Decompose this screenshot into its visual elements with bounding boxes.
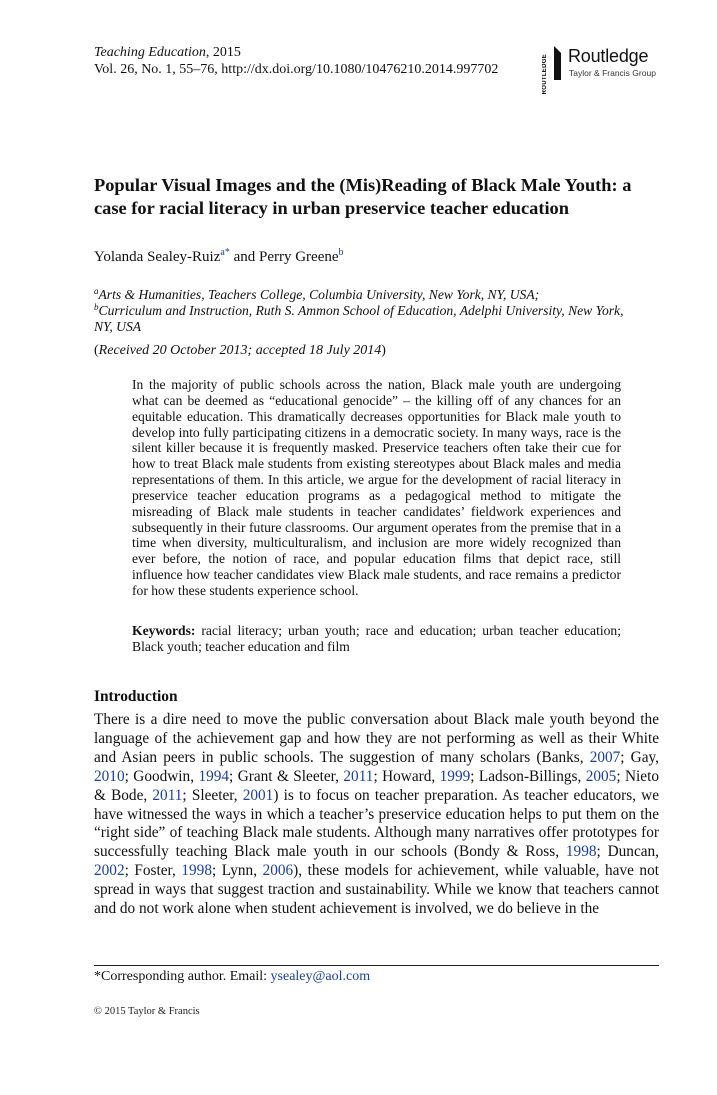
publisher-subtitle: Taylor & Francis Group xyxy=(569,68,656,78)
citation-link[interactable]: 2002 xyxy=(94,862,125,880)
received-dates: (Received 20 October 2013; accepted 18 July 2014) xyxy=(94,343,386,358)
citation-link[interactable]: 2006 xyxy=(262,862,294,880)
publisher-name: Routledge xyxy=(568,46,649,66)
citation-link[interactable]: 1999 xyxy=(439,767,471,785)
journal-citation xyxy=(94,44,498,78)
citation-link[interactable]: 2005 xyxy=(585,767,617,785)
affil-a-marker: a xyxy=(94,286,99,296)
keywords-list: racial literacy; urban youth; race and education; urban teacher education; Black youth; teacher education and film xyxy=(132,623,621,654)
author-line xyxy=(94,248,344,266)
citation-line[interactable]: Vol. 26, No. 1, 55–76, http://dx.doi.org/10.1080/10476210.2014.997702 xyxy=(94,62,499,77)
citation-link[interactable]: 1998 xyxy=(181,862,212,880)
corresponding-author-footnote: *Corresponding author. Email: ysealey@aol.com xyxy=(94,969,371,984)
citation-link[interactable]: 2011 xyxy=(152,786,183,804)
routledge-logo xyxy=(541,44,671,95)
citation-link[interactable]: 2007 xyxy=(589,748,621,766)
author-1-affil-link[interactable]: a* xyxy=(220,247,230,258)
routledge-vertical-text: ROUTLEDGE xyxy=(542,54,548,95)
citation-link[interactable]: 2001 xyxy=(242,786,274,804)
journal-year: , 2015 xyxy=(205,45,241,60)
journal-name: Teaching Education xyxy=(94,45,206,60)
author-2: and Perry Greene xyxy=(229,249,339,265)
article-title: Popular Visual Images and the (Mis)Reading of Black Male Youth: a case for racial literacy in urban preservice teacher education xyxy=(94,175,632,218)
introduction-paragraph: There is a dire need to move the public conversation about Black male youth beyond the language of the achievement gap and how they are not performing as well as their White and Asian peers in public schools. The suggestion of many scholars (Banks, 2007; Gay, 2010; Goodwin, 1994; Grant & Sleeter, 2011; Howard, 1999; Ladson-Billings, 2005; Nieto & Bode, 2011; Sleeter, 2001) is to focus on teacher preparation. As teacher educators, we have witnessed the ways in which a teacher’s preservice education helps to put them on the “right side” of teaching Black male students. Although many narratives offer prototypes for successfully teaching Black male youth in our schools (Bondy & Ross, 1998; Duncan, 2002; Foster, 1998; Lynn, 2006), these models for achievement, while valuable, have not spread in ways that suggest traction and sustainability. While we know that teachers cannot and do not work alone when student achievement is involved, we do believe in the xyxy=(94,711,660,918)
affil-a: Arts & Humanities, Teachers College, Columbia University, New York, NY, USA; xyxy=(98,287,540,302)
citation-link[interactable]: 2011 xyxy=(343,767,374,785)
abstract-text: In the majority of public schools across the nation, Black male youth are undergoing what can be deemed as “educational genocide” – the killing off of any chances for an equitable education. This dramatically decreases opportunities for Black male youth to develop into fully participating citizens in a democratic society. In many ways, race is the silent killer because it is frequently masked. Preservice teachers often take their cue for how to treat Black male students from existing stereotypes about Black males and media representations of them. In this article, we argue for the development of racial literacy in preservice teacher education programs as a pedagogical method to mitigate the misreading of Black male students in teacher candidates’ fieldwork experiences and subsequently in their future classrooms. Our argument operates from the premise that in a time when diversity, multiculturalism, and inclusion are more widely recognized than ever before, the notion of race, and popular education films that depict race, still influence how teacher candidates view Black male students, and race remains a predictor for how these students experience school. xyxy=(132,377,621,598)
author-email-link[interactable]: ysealey@aol.com xyxy=(270,969,371,984)
author-1: Yolanda Sealey-Ruiz xyxy=(94,249,221,265)
affiliations xyxy=(94,287,634,335)
copyright-notice: © 2015 Taylor & Francis xyxy=(94,1006,200,1017)
keywords-label: Keywords: xyxy=(132,623,196,638)
affil-b-marker: b xyxy=(94,302,99,312)
author-2-affil-link[interactable]: b xyxy=(338,247,344,258)
citation-link[interactable]: 1998 xyxy=(565,843,597,861)
affil-b: Curriculum and Instruction, Ruth S. Ammon School of Education, Adelphi University, New York, NY, USA xyxy=(94,303,624,334)
citation-link[interactable]: 2010 xyxy=(94,767,125,785)
footnote-divider xyxy=(94,965,659,966)
citation-link[interactable]: 1994 xyxy=(198,767,230,785)
section-heading-introduction: Introduction xyxy=(94,688,178,705)
keywords xyxy=(132,623,621,655)
